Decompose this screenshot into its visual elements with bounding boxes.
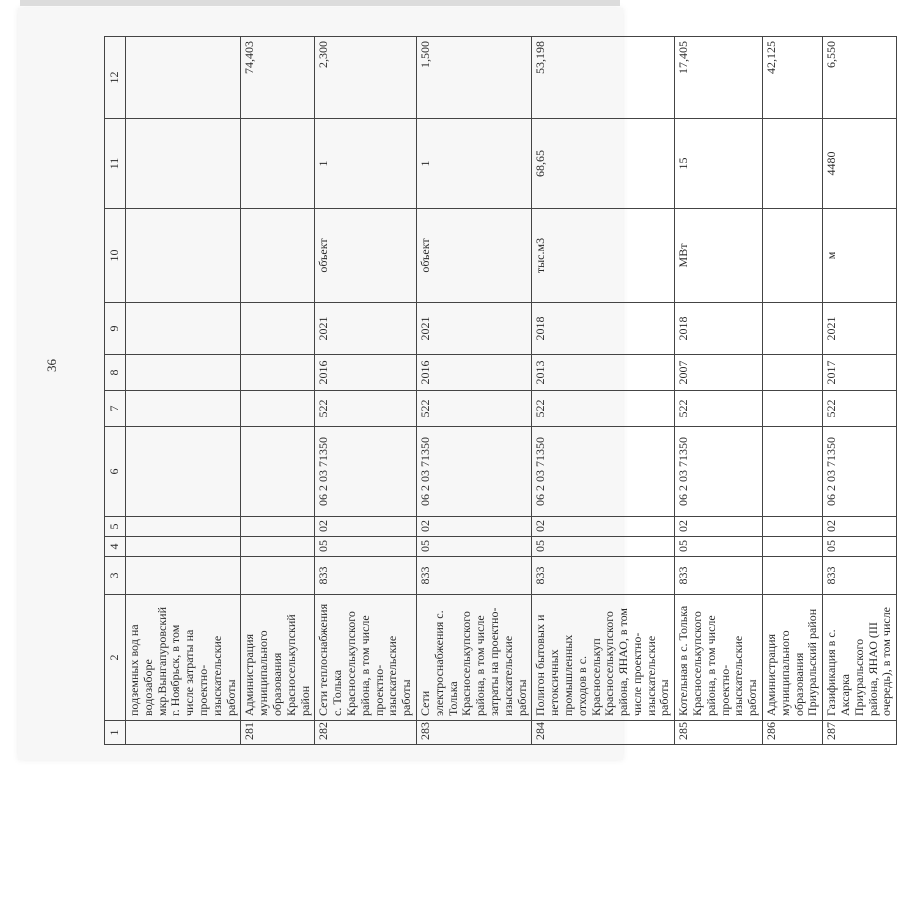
table-cell (126, 303, 241, 355)
table-cell: 68,65 (532, 119, 675, 209)
column-header: 12 (105, 37, 126, 119)
table-cell: 833 (416, 557, 531, 595)
table-cell (763, 427, 823, 517)
table-cell (126, 119, 241, 209)
table-cell: 833 (532, 557, 675, 595)
table-cell (126, 355, 241, 391)
table-cell (126, 37, 241, 119)
table-cell (241, 427, 315, 517)
table-cell: 283 (416, 721, 531, 745)
table-cell: 74,403 (241, 37, 315, 119)
table-cell (126, 517, 241, 537)
table-cell (763, 119, 823, 209)
table-cell: 1 (315, 119, 417, 209)
table-cell: 287 (823, 721, 897, 745)
table-cell (241, 391, 315, 427)
column-header: 1 (105, 721, 126, 745)
scan-background (0, 760, 640, 905)
table-cell: 1 (416, 119, 531, 209)
table-cell: 6,550 (823, 37, 897, 119)
table-cell (241, 537, 315, 557)
column-header: 9 (105, 303, 126, 355)
table-cell: 833 (675, 557, 763, 595)
table-cell (763, 557, 823, 595)
table-cell: 4480 (823, 119, 897, 209)
table-row (532, 37, 675, 745)
table-cell: 522 (416, 391, 531, 427)
column-header: 11 (105, 119, 126, 209)
table-cell: 2021 (416, 303, 531, 355)
table-cell: 2,300 (315, 37, 417, 119)
table-cell: 02 (532, 517, 675, 537)
table-cell: 2016 (315, 355, 417, 391)
table-body (126, 37, 897, 745)
column-header: 8 (105, 355, 126, 391)
column-header: 2 (105, 595, 126, 721)
table-cell: 02 (315, 517, 417, 537)
table-cell: 42,125 (763, 37, 823, 119)
table-cell: м (823, 209, 897, 303)
table-cell: объект (315, 209, 417, 303)
header-row (105, 37, 126, 745)
column-header: 7 (105, 391, 126, 427)
table-cell: 05 (416, 537, 531, 557)
table-cell (126, 391, 241, 427)
table-cell: 282 (315, 721, 417, 745)
table-cell: тыс.м3 (532, 209, 675, 303)
column-header: 10 (105, 209, 126, 303)
data-table (104, 36, 897, 745)
table-cell: 17,405 (675, 37, 763, 119)
table-cell: 284 (532, 721, 675, 745)
table-cell: 1,500 (416, 37, 531, 119)
table-cell: 06 2 03 71350 (315, 427, 417, 517)
table-cell (241, 209, 315, 303)
table-cell: 833 (823, 557, 897, 595)
object-name-cell: Сети электроснабжения с. Толька Красноселькупского района, в том числе затраты на проектно-изыскательские работы (416, 595, 531, 721)
table-cell (763, 537, 823, 557)
table-cell (126, 537, 241, 557)
top-scan-strip (20, 0, 620, 6)
table-cell: 833 (315, 557, 417, 595)
table-cell: 02 (823, 517, 897, 537)
table-cell: 2013 (532, 355, 675, 391)
table-cell (763, 391, 823, 427)
table-cell: объект (416, 209, 531, 303)
table-cell: 281 (241, 721, 315, 745)
table-cell: 522 (315, 391, 417, 427)
table-cell: 2018 (675, 303, 763, 355)
table-cell: 286 (763, 721, 823, 745)
table-cell: 06 2 03 71350 (675, 427, 763, 517)
table-row (416, 37, 531, 745)
table-cell: 522 (823, 391, 897, 427)
object-name-cell: Сети теплоснабжения с. Толька Красноселькупского района, в том числе проектно-изыскательские работы (315, 595, 417, 721)
object-name-cell: Администрация муниципального образования Приуральский район (763, 595, 823, 721)
table-cell: МВт (675, 209, 763, 303)
object-name-cell: Котельная в с. Толька Красноселькупского района, в том числе проектно-изыскательские работы (675, 595, 763, 721)
table-cell: 2007 (675, 355, 763, 391)
page-number: 36 (44, 359, 59, 372)
table-cell: 06 2 03 71350 (532, 427, 675, 517)
table-row (763, 37, 823, 745)
table-cell: 02 (675, 517, 763, 537)
table-cell (126, 427, 241, 517)
table-cell: 2021 (823, 303, 897, 355)
table-cell: 05 (315, 537, 417, 557)
table-cell (763, 517, 823, 537)
table-row (241, 37, 315, 745)
column-header: 4 (105, 537, 126, 557)
rotated-table-container (104, 37, 894, 745)
object-name-cell: Администрация муниципального образования Красноселькупский район (241, 595, 315, 721)
table-cell: 02 (416, 517, 531, 537)
table-cell: 2017 (823, 355, 897, 391)
object-name-cell: Газификация в с. Аксарка Приуральского района, ЯНАО (III очередь), в том числе (823, 595, 897, 721)
table-cell (126, 721, 241, 745)
table-cell (241, 355, 315, 391)
table-cell: 285 (675, 721, 763, 745)
table-cell: 2016 (416, 355, 531, 391)
object-name-cell: подземных вод на водозаборе мкр.Вынгапуровский г. Ноябрьск, в том числе затраты на проектно-изыскательские работы (126, 595, 241, 721)
table-cell (763, 355, 823, 391)
column-header: 5 (105, 517, 126, 537)
table-cell: 15 (675, 119, 763, 209)
table-cell: 05 (823, 537, 897, 557)
table-cell: 2018 (532, 303, 675, 355)
table-cell: 06 2 03 71350 (416, 427, 531, 517)
table-cell (241, 517, 315, 537)
column-header: 3 (105, 557, 126, 595)
table-cell (241, 303, 315, 355)
table-cell: 2021 (315, 303, 417, 355)
table-cell (763, 209, 823, 303)
table-cell: 05 (532, 537, 675, 557)
table-row (126, 37, 241, 745)
column-header: 6 (105, 427, 126, 517)
table-row (675, 37, 763, 745)
table-cell: 05 (675, 537, 763, 557)
table-row (315, 37, 417, 745)
table-cell (763, 303, 823, 355)
table-cell: 53,198 (532, 37, 675, 119)
table-cell (241, 557, 315, 595)
table-cell (126, 209, 241, 303)
object-name-cell: Полигон бытовых и нетоксичных промышленных отходов в с. Красноселькуп Красноселькупского района, ЯНАО, в том числе проектно-изыскательские работы (532, 595, 675, 721)
table-cell: 522 (675, 391, 763, 427)
table-cell (241, 119, 315, 209)
table-cell (126, 557, 241, 595)
table-row (823, 37, 897, 745)
table-cell: 06 2 03 71350 (823, 427, 897, 517)
table-cell: 522 (532, 391, 675, 427)
